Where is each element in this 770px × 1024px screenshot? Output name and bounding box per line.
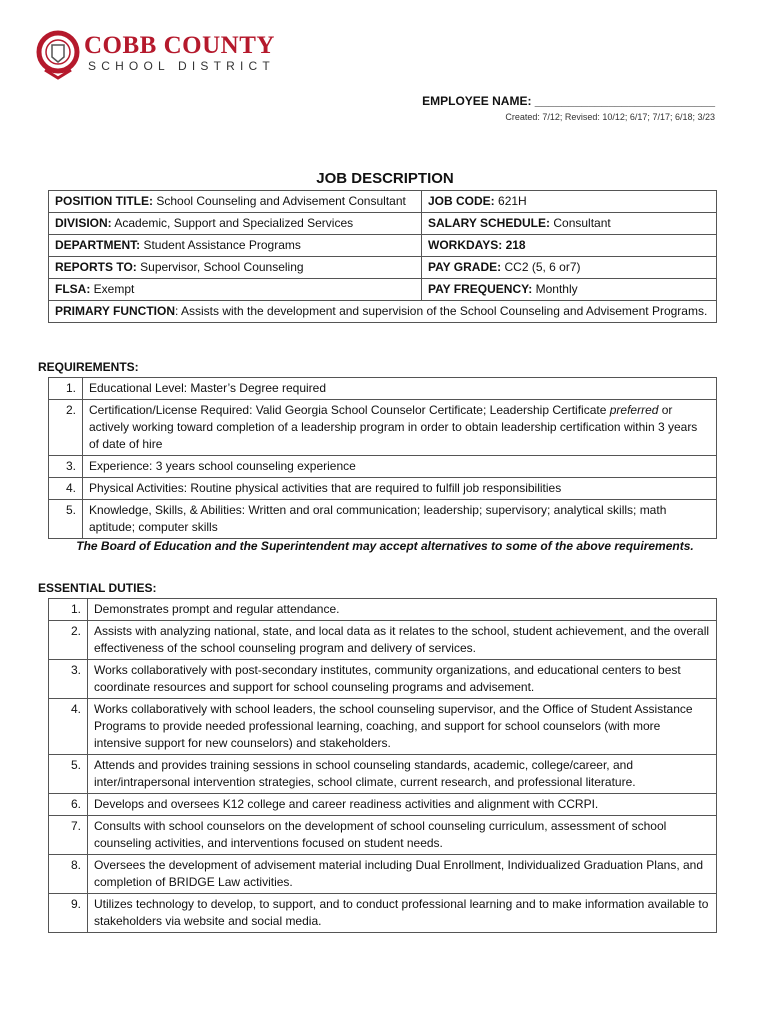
division-cell: DIVISION: Academic, Support and Specialized Services — [49, 213, 422, 235]
row-text: Knowledge, Skills, & Abilities: Written and oral communication; leadership; supervisory; analytical skills; math aptitude; computer skills — [83, 500, 717, 539]
logo-subtitle: SCHOOL DISTRICT — [88, 59, 275, 73]
row-number: 3. — [49, 456, 83, 478]
table-row — [49, 699, 717, 755]
flsa-cell: FLSA: Exempt — [49, 279, 422, 301]
row-number: 1. — [49, 599, 88, 621]
table-row — [49, 755, 717, 794]
table-row — [49, 478, 717, 500]
seal-icon — [36, 28, 80, 82]
row-number: 6. — [49, 794, 88, 816]
pay-frequency-cell: PAY FREQUENCY: Monthly — [422, 279, 717, 301]
table-row — [49, 794, 717, 816]
table-row — [49, 500, 717, 539]
duties-table — [48, 598, 717, 933]
row-number: 2. — [49, 621, 88, 660]
row-text: Consults with school counselors on the development of school counseling curriculum, assessment of school counseling activities, and interventions focused on student needs. — [88, 816, 717, 855]
position-title-cell: POSITION TITLE: School Counseling and Advisement Consultant — [49, 191, 422, 213]
row-number: 9. — [49, 894, 88, 933]
row-text: Works collaboratively with post-secondary institutes, community organizations, and educational centers to best coordinate resources and support for school counseling programs and advisement. — [88, 660, 717, 699]
row-number: 5. — [49, 500, 83, 539]
row-text: Utilizes technology to develop, to support, and to conduct professional learning and to make information available to stakeholders via website and social media. — [88, 894, 717, 933]
table-row — [49, 621, 717, 660]
row-text: Educational Level: Master’s Degree required — [83, 378, 717, 400]
row-number: 4. — [49, 699, 88, 755]
duties-heading: ESSENTIAL DUTIES: — [38, 581, 157, 595]
row-number: 4. — [49, 478, 83, 500]
table-row — [49, 400, 717, 456]
pay-grade-cell: PAY GRADE: CC2 (5, 6 or7) — [422, 257, 717, 279]
row-text: Assists with analyzing national, state, and local data as it relates to the school, student achievement, and the overall effectiveness of the school counseling program and delivery of services. — [88, 621, 717, 660]
department-cell: DEPARTMENT: Student Assistance Programs — [49, 235, 422, 257]
job-code-cell: JOB CODE: 621H — [422, 191, 717, 213]
table-row — [49, 456, 717, 478]
reports-to-cell: REPORTS TO: Supervisor, School Counseling — [49, 257, 422, 279]
table-row — [49, 855, 717, 894]
row-text: Works collaboratively with school leaders, the school counseling supervisor, and the Office of Student Assistance Programs to provide needed professional learning, coaching, and support for school counselors (with more intensive support for new counselors) and stakeholders. — [88, 699, 717, 755]
row-text: Develops and oversees K12 college and career readiness activities and alignment with CCRPI. — [88, 794, 717, 816]
table-row — [49, 378, 717, 400]
district-logo — [36, 28, 276, 84]
page-title: JOB DESCRIPTION — [316, 170, 454, 187]
table-row — [49, 894, 717, 933]
row-text: Certification/License Required: Valid Georgia School Counselor Certificate; Leadership Certificate preferred or actively working toward completion of a leadership program in order to obtain leadership certification within 3 years of date of hire — [83, 400, 717, 456]
table-row — [49, 599, 717, 621]
logo-name: COBB COUNTY — [84, 32, 275, 59]
row-text: Experience: 3 years school counseling experience — [83, 456, 717, 478]
requirements-heading: REQUIREMENTS: — [38, 360, 139, 374]
revision-dates: Created: 7/12; Revised: 10/12; 6/17; 7/17; 6/18; 3/23 — [505, 112, 715, 122]
row-text: Demonstrates prompt and regular attendance. — [88, 599, 717, 621]
row-text: Oversees the development of advisement material including Dual Enrollment, Individualized Graduation Plans, and completion of BRIDGE Law activities. — [88, 855, 717, 894]
primary-function-cell: PRIMARY FUNCTION: Assists with the development and supervision of the School Counseling and Advisement Programs. — [49, 301, 717, 323]
row-text: Physical Activities: Routine physical activities that are required to fulfill job responsibilities — [83, 478, 717, 500]
row-number: 8. — [49, 855, 88, 894]
row-text: Attends and provides training sessions in school counseling standards, academic, college/career, and inter/intrapersonal intervention strategies, school climate, current research, and professional literature. — [88, 755, 717, 794]
row-number: 2. — [49, 400, 83, 456]
employee-name-field[interactable]: EMPLOYEE NAME: ___________________________ — [422, 94, 715, 108]
row-number: 3. — [49, 660, 88, 699]
requirements-table — [48, 377, 717, 539]
salary-cell: SALARY SCHEDULE: Consultant — [422, 213, 717, 235]
table-row — [49, 816, 717, 855]
workdays-cell: WORKDAYS: 218 — [422, 235, 717, 257]
table-row — [49, 660, 717, 699]
board-note: The Board of Education and the Superintendent may accept alternatives to some of the above requirements. — [76, 539, 694, 553]
row-number: 5. — [49, 755, 88, 794]
row-number: 1. — [49, 378, 83, 400]
job-info-table — [48, 190, 717, 323]
row-number: 7. — [49, 816, 88, 855]
